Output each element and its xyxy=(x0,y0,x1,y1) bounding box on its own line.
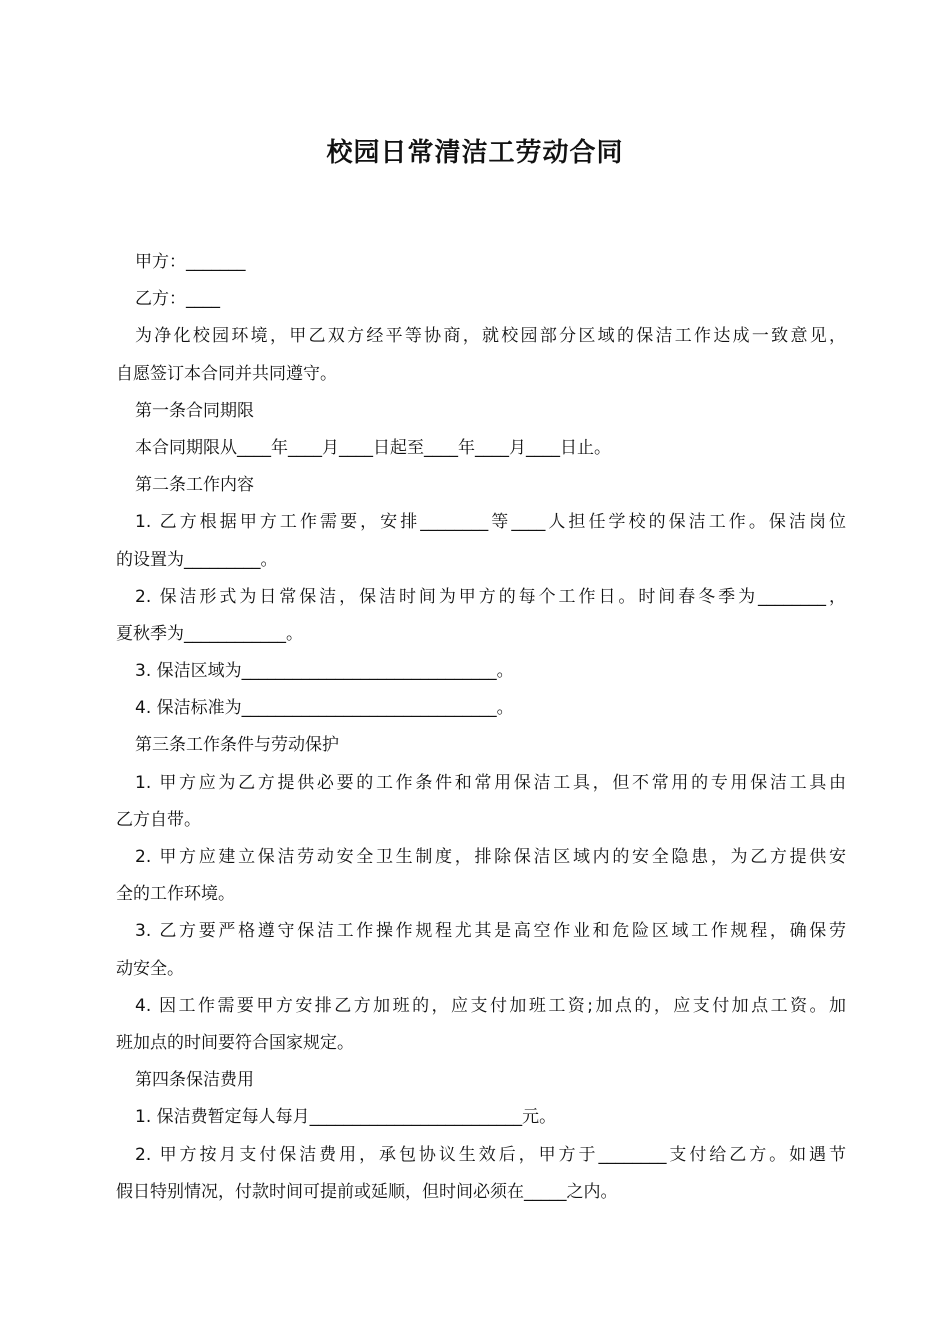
paragraph-line: 4. 因工作需要甲方安排乙方加班的，应支付加班工资;加点的，应支付加点工资。加 xyxy=(135,995,846,1016)
article-heading: 第三条工作条件与劳动保护 xyxy=(135,735,339,756)
paragraph-line: 4. 保洁标准为______________________________。 xyxy=(135,698,514,719)
paragraph-line: 本合同期限从____年____月____日起至____年____月____日止。 xyxy=(135,437,611,458)
document-body xyxy=(116,244,846,1211)
paragraph-line: 的设置为_________。 xyxy=(116,549,278,570)
paragraph-line: 2. 甲方按月支付保洁费用，承包协议生效后，甲方于________支付给乙方。如遇节 xyxy=(135,1144,846,1165)
party-a-line: 甲方：_______ xyxy=(135,252,246,272)
party-b-line: 乙方：____ xyxy=(135,289,220,310)
article-heading: 第二条工作内容 xyxy=(135,475,254,496)
paragraph-line: 1. 乙方根据甲方工作需要，安排________等____人担任学校的保洁工作。保洁岗位 xyxy=(135,512,846,533)
paragraph-line: 动安全。 xyxy=(116,958,184,979)
paragraph-line: 乙方自带。 xyxy=(116,809,201,830)
paragraph-line: 3. 保洁区域为______________________________。 xyxy=(135,661,514,682)
paragraph-line: 2. 保洁形式为日常保洁，保洁时间为甲方的每个工作日。时间春冬季为________， xyxy=(135,586,846,607)
paragraph-line: 班加点的时间要符合国家规定。 xyxy=(116,1032,354,1053)
paragraph-line: 3. 乙方要严格遵守保洁工作操作规程尤其是高空作业和危险区域工作规程，确保劳 xyxy=(135,921,846,942)
article-heading: 第一条合同期限 xyxy=(135,400,254,421)
paragraph-line: 夏秋季为____________。 xyxy=(116,623,303,644)
paragraph-line: 假日特别情况，付款时间可提前或延顺，但时间必须在_____之内。 xyxy=(116,1181,618,1202)
preamble-line: 为净化校园环境，甲乙双方经平等协商，就校园部分区域的保洁工作达成一致意见， xyxy=(135,326,846,347)
paragraph-line: 1. 甲方应为乙方提供必要的工作条件和常用保洁工具，但不常用的专用保洁工具由 xyxy=(135,772,846,793)
paragraph-line: 2. 甲方应建立保洁劳动安全卫生制度，排除保洁区域内的安全隐患，为乙方提供安 xyxy=(135,847,846,867)
paragraph-line: 全的工作环境。 xyxy=(116,884,235,905)
paragraph-line: 1. 保洁费暂定每人每月_________________________元。 xyxy=(135,1107,557,1128)
document-title: 校园日常清洁工劳动合同 xyxy=(326,138,624,168)
preamble-line: 自愿签订本合同并共同遵守。 xyxy=(116,363,337,384)
article-heading: 第四条保洁费用 xyxy=(135,1070,254,1091)
